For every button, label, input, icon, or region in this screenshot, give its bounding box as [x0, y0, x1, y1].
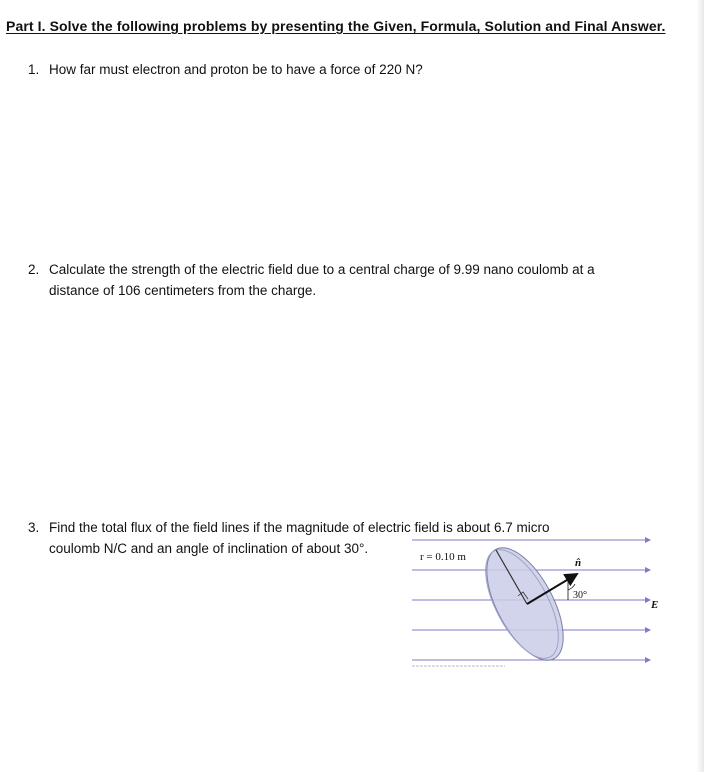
problem-3-line-1: Find the total flux of the field lines if the magnitude of electric field is about 6.7 micro	[49, 520, 550, 535]
problem-2-line-2: distance of 106 centimeters from the charge.	[49, 283, 317, 298]
problem-1	[28, 59, 688, 80]
normal-label: n̂	[575, 557, 582, 569]
problem-3-line-2: coulomb N/C and an angle of inclination of about 30°.	[49, 541, 369, 556]
problem-2-number: 2.	[28, 262, 40, 277]
problem-2	[28, 259, 688, 301]
problem-3-number: 3.	[28, 520, 40, 535]
problem-1-text: How far must electron and proton be to have a force of 220 N?	[49, 62, 423, 77]
page-edge-shadow	[696, 0, 704, 772]
part-heading: Part I. Solve the following problems by presenting the Given, Formula, Solution and Final Answer.	[6, 18, 666, 34]
radius-label: r = 0.10 m	[420, 551, 466, 563]
problem-1-number: 1.	[28, 62, 40, 77]
angle-label: 30°	[573, 590, 587, 601]
field-label: E⃗	[651, 599, 667, 611]
flux-diagram	[410, 536, 667, 676]
problem-2-line-1: Calculate the strength of the electric field due to a central charge of 9.99 nano coulomb at a	[49, 262, 595, 277]
